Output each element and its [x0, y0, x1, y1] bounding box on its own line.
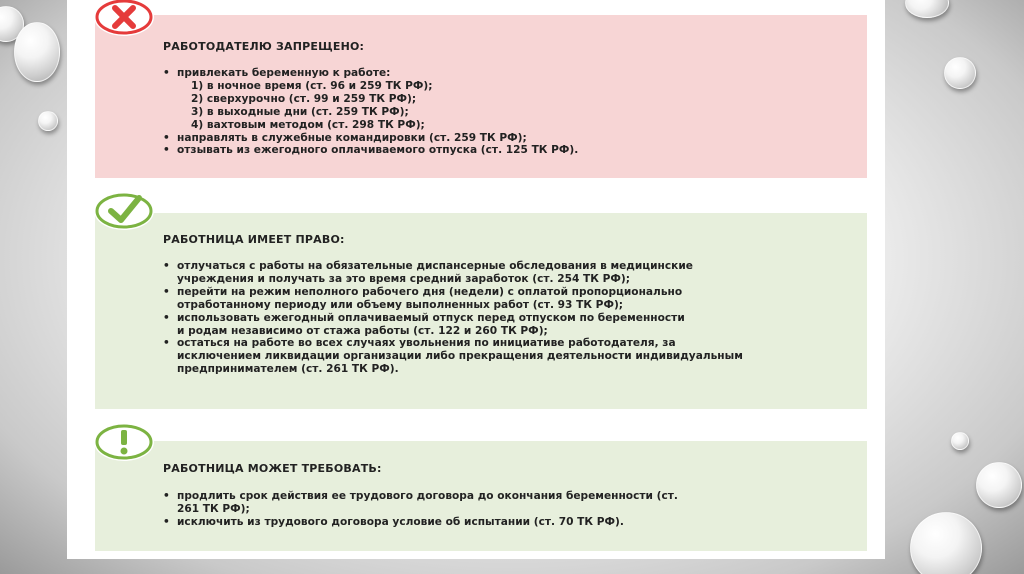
list-item-line: отработанному периоду или объему выполненных работ (ст. 93 ТК РФ);: [177, 298, 624, 311]
list-item-line: • продлить срок действия ее трудового договора до окончания беременности (ст.: [177, 490, 678, 502]
cross-icon: [94, 0, 154, 36]
list-item: [163, 286, 847, 312]
water-drop-decoration: [910, 512, 982, 574]
water-drop-decoration: [951, 432, 969, 450]
rights-list: [163, 260, 847, 376]
sub-item: 1) в ночное время (ст. 96 и 259 ТК РФ);: [191, 79, 433, 92]
list-item-line: предпринимателем (ст. 261 ТК РФ).: [177, 363, 399, 376]
list-item: • направлять в служебные командировки (ст. 259 ТК РФ);: [163, 132, 847, 145]
list-item: [163, 67, 847, 132]
water-drop-decoration: [944, 57, 976, 89]
list-item: • отзывать из ежегодного оплачиваемого отпуска (ст. 125 ТК РФ).: [163, 144, 847, 157]
list-item-line: • остаться на работе во всех случаях увольнения по инициативе работодателя, за: [177, 337, 676, 350]
exclamation-icon: [94, 423, 154, 461]
water-drop-decoration: [14, 22, 60, 82]
water-drop-decoration: [38, 111, 58, 131]
rights-heading: РАБОТНИЦА ИМЕЕТ ПРАВО:: [163, 233, 345, 246]
list-item-line: и родам независимо от стажа работы (ст. 122 и 260 ТК РФ);: [177, 324, 548, 337]
demands-panel: [95, 441, 867, 551]
water-drop-decoration: [976, 462, 1022, 508]
forbidden-heading: РАБОТОДАТЕЛЮ ЗАПРЕЩЕНО:: [163, 40, 365, 53]
list-item-line: учреждения и получать за это время средний заработок (ст. 254 ТК РФ);: [177, 272, 630, 285]
sub-item: 3) в выходные дни (ст. 259 ТК РФ);: [191, 105, 409, 118]
slide-content: [67, 0, 885, 559]
list-item-text: привлекать беременную к работе:: [177, 67, 391, 79]
water-drop-decoration: [905, 0, 949, 18]
list-item-line: исключением ликвидации организации либо прекращения деятельности индивидуальным: [177, 350, 743, 363]
list-item-line: • перейти на режим неполного рабочего дня (недели) с оплатой пропорционально: [177, 285, 683, 298]
demands-heading: РАБОТНИЦА МОЖЕТ ТРЕБОВАТЬ:: [163, 462, 382, 475]
list-item: [163, 260, 847, 286]
rights-panel: [95, 213, 867, 409]
forbidden-list: [163, 67, 847, 157]
list-item-line: • исключить из трудового договора условие об испытании (ст. 70 ТК РФ).: [177, 515, 624, 528]
checkmark-icon: [94, 192, 154, 230]
list-item: [163, 516, 847, 529]
list-item-line: 261 ТК РФ);: [177, 502, 250, 515]
forbidden-panel: [95, 15, 867, 178]
demands-list: [163, 490, 847, 529]
list-item: [163, 312, 847, 338]
list-item-line: • использовать ежегодный оплачиваемый отпуск перед отпуском по беременности: [177, 311, 685, 324]
sub-item: 4) вахтовым методом (ст. 298 ТК РФ);: [191, 118, 425, 131]
sub-item: 2) сверхурочно (ст. 99 и 259 ТК РФ);: [191, 92, 417, 105]
list-item: [163, 490, 847, 516]
list-item-line: • отлучаться с работы на обязательные диспансерные обследования в медицинские: [177, 260, 693, 272]
list-item: [163, 337, 847, 376]
